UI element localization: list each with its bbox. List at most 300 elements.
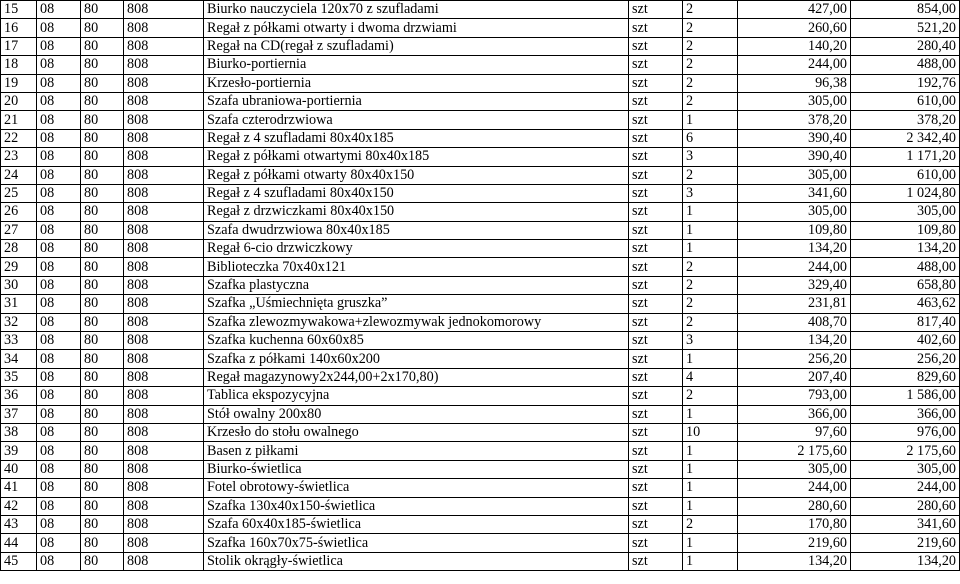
code-b-cell: 80 [81, 74, 124, 92]
unit-cell: szt [629, 332, 683, 350]
code-a-cell: 08 [37, 460, 81, 478]
unit-price-cell: 341,60 [738, 184, 851, 202]
total-value-cell: 1 024,80 [851, 184, 960, 202]
unit-price-cell: 2 175,60 [738, 442, 851, 460]
row-number-cell: 18 [1, 56, 37, 74]
total-value-cell: 256,20 [851, 350, 960, 368]
code-a-cell: 08 [37, 295, 81, 313]
item-name-cell: Stół owalny 200x80 [204, 405, 629, 423]
unit-cell: szt [629, 19, 683, 37]
code-b-cell: 80 [81, 368, 124, 386]
quantity-cell: 2 [683, 387, 738, 405]
code-c-cell: 808 [124, 405, 204, 423]
unit-price-cell: 378,20 [738, 111, 851, 129]
table-row [1, 221, 960, 239]
item-name-cell: Basen z piłkami [204, 442, 629, 460]
code-b-cell: 80 [81, 37, 124, 55]
row-number-cell: 29 [1, 258, 37, 276]
item-name-cell: Biblioteczka 70x40x121 [204, 258, 629, 276]
unit-price-cell: 109,80 [738, 221, 851, 239]
row-number-cell: 16 [1, 19, 37, 37]
unit-cell: szt [629, 56, 683, 74]
code-a-cell: 08 [37, 111, 81, 129]
code-b-cell: 80 [81, 240, 124, 258]
total-value-cell: 402,60 [851, 332, 960, 350]
table-row [1, 368, 960, 386]
code-b-cell: 80 [81, 552, 124, 570]
row-number-cell: 19 [1, 74, 37, 92]
unit-price-cell: 97,60 [738, 423, 851, 441]
code-a-cell: 08 [37, 276, 81, 294]
total-value-cell: 192,76 [851, 74, 960, 92]
row-number-cell: 33 [1, 332, 37, 350]
table-row [1, 19, 960, 37]
unit-cell: szt [629, 368, 683, 386]
item-name-cell: Szafka 160x70x75-świetlica [204, 534, 629, 552]
item-name-cell: Krzesło-portiernia [204, 74, 629, 92]
table-row [1, 129, 960, 147]
unit-cell: szt [629, 240, 683, 258]
table-row [1, 423, 960, 441]
total-value-cell: 305,00 [851, 203, 960, 221]
total-value-cell: 521,20 [851, 19, 960, 37]
code-b-cell: 80 [81, 258, 124, 276]
table-row [1, 240, 960, 258]
code-b-cell: 80 [81, 166, 124, 184]
total-value-cell: 1 171,20 [851, 148, 960, 166]
item-name-cell: Stolik okrągły-świetlica [204, 552, 629, 570]
code-c-cell: 808 [124, 19, 204, 37]
row-number-cell: 32 [1, 313, 37, 331]
total-value-cell: 219,60 [851, 534, 960, 552]
row-number-cell: 41 [1, 479, 37, 497]
quantity-cell: 1 [683, 221, 738, 239]
code-b-cell: 80 [81, 460, 124, 478]
item-name-cell: Regał z półkami otwarty 80x40x150 [204, 166, 629, 184]
unit-price-cell: 134,20 [738, 332, 851, 350]
total-value-cell: 109,80 [851, 221, 960, 239]
code-c-cell: 808 [124, 460, 204, 478]
code-b-cell: 80 [81, 129, 124, 147]
code-c-cell: 808 [124, 221, 204, 239]
code-a-cell: 08 [37, 258, 81, 276]
code-b-cell: 80 [81, 515, 124, 533]
table-row [1, 387, 960, 405]
unit-cell: szt [629, 423, 683, 441]
row-number-cell: 20 [1, 92, 37, 110]
code-c-cell: 808 [124, 1, 204, 19]
unit-cell: szt [629, 129, 683, 147]
total-value-cell: 488,00 [851, 56, 960, 74]
quantity-cell: 2 [683, 166, 738, 184]
unit-cell: szt [629, 515, 683, 533]
row-number-cell: 42 [1, 497, 37, 515]
code-c-cell: 808 [124, 497, 204, 515]
code-c-cell: 808 [124, 37, 204, 55]
table-row [1, 515, 960, 533]
code-a-cell: 08 [37, 74, 81, 92]
table-row [1, 92, 960, 110]
quantity-cell: 1 [683, 534, 738, 552]
quantity-cell: 2 [683, 276, 738, 294]
item-name-cell: Regał z 4 szufladami 80x40x150 [204, 184, 629, 202]
table-row [1, 166, 960, 184]
row-number-cell: 43 [1, 515, 37, 533]
code-c-cell: 808 [124, 313, 204, 331]
code-c-cell: 808 [124, 129, 204, 147]
code-c-cell: 808 [124, 148, 204, 166]
code-b-cell: 80 [81, 479, 124, 497]
table-body [1, 1, 960, 571]
code-a-cell: 08 [37, 405, 81, 423]
code-c-cell: 808 [124, 515, 204, 533]
quantity-cell: 1 [683, 203, 738, 221]
quantity-cell: 3 [683, 148, 738, 166]
total-value-cell: 305,00 [851, 460, 960, 478]
unit-cell: szt [629, 203, 683, 221]
unit-price-cell: 219,60 [738, 534, 851, 552]
total-value-cell: 2 342,40 [851, 129, 960, 147]
quantity-cell: 1 [683, 497, 738, 515]
code-c-cell: 808 [124, 295, 204, 313]
unit-price-cell: 305,00 [738, 460, 851, 478]
total-value-cell: 134,20 [851, 240, 960, 258]
item-name-cell: Szafka kuchenna 60x60x85 [204, 332, 629, 350]
code-a-cell: 08 [37, 221, 81, 239]
unit-price-cell: 408,70 [738, 313, 851, 331]
code-a-cell: 08 [37, 534, 81, 552]
row-number-cell: 23 [1, 148, 37, 166]
quantity-cell: 3 [683, 332, 738, 350]
code-b-cell: 80 [81, 295, 124, 313]
unit-cell: szt [629, 276, 683, 294]
quantity-cell: 2 [683, 74, 738, 92]
unit-price-cell: 134,20 [738, 240, 851, 258]
total-value-cell: 463,62 [851, 295, 960, 313]
unit-cell: szt [629, 184, 683, 202]
code-a-cell: 08 [37, 442, 81, 460]
code-c-cell: 808 [124, 92, 204, 110]
row-number-cell: 28 [1, 240, 37, 258]
unit-cell: szt [629, 497, 683, 515]
item-name-cell: Szafka zlewozmywakowa+zlewozmywak jednokomorowy [204, 313, 629, 331]
quantity-cell: 1 [683, 479, 738, 497]
unit-cell: szt [629, 442, 683, 460]
code-b-cell: 80 [81, 221, 124, 239]
quantity-cell: 2 [683, 1, 738, 19]
item-name-cell: Regał z półkami otwartymi 80x40x185 [204, 148, 629, 166]
unit-price-cell: 170,80 [738, 515, 851, 533]
total-value-cell: 134,20 [851, 552, 960, 570]
total-value-cell: 378,20 [851, 111, 960, 129]
quantity-cell: 2 [683, 92, 738, 110]
code-c-cell: 808 [124, 442, 204, 460]
total-value-cell: 829,60 [851, 368, 960, 386]
item-name-cell: Regał z drzwiczkami 80x40x150 [204, 203, 629, 221]
code-b-cell: 80 [81, 203, 124, 221]
quantity-cell: 1 [683, 240, 738, 258]
unit-price-cell: 305,00 [738, 92, 851, 110]
code-b-cell: 80 [81, 19, 124, 37]
total-value-cell: 366,00 [851, 405, 960, 423]
item-name-cell: Biurko-portiernia [204, 56, 629, 74]
item-name-cell: Szafa ubraniowa-portiernia [204, 92, 629, 110]
row-number-cell: 27 [1, 221, 37, 239]
unit-price-cell: 329,40 [738, 276, 851, 294]
code-c-cell: 808 [124, 240, 204, 258]
row-number-cell: 15 [1, 1, 37, 19]
unit-price-cell: 280,60 [738, 497, 851, 515]
total-value-cell: 658,80 [851, 276, 960, 294]
unit-price-cell: 231,81 [738, 295, 851, 313]
quantity-cell: 1 [683, 350, 738, 368]
unit-cell: szt [629, 37, 683, 55]
code-a-cell: 08 [37, 368, 81, 386]
row-number-cell: 31 [1, 295, 37, 313]
row-number-cell: 25 [1, 184, 37, 202]
unit-cell: szt [629, 166, 683, 184]
code-a-cell: 08 [37, 350, 81, 368]
quantity-cell: 2 [683, 313, 738, 331]
row-number-cell: 17 [1, 37, 37, 55]
unit-price-cell: 793,00 [738, 387, 851, 405]
row-number-cell: 45 [1, 552, 37, 570]
code-a-cell: 08 [37, 423, 81, 441]
quantity-cell: 1 [683, 460, 738, 478]
unit-price-cell: 390,40 [738, 129, 851, 147]
code-b-cell: 80 [81, 276, 124, 294]
code-c-cell: 808 [124, 350, 204, 368]
code-c-cell: 808 [124, 479, 204, 497]
table-row [1, 37, 960, 55]
code-a-cell: 08 [37, 19, 81, 37]
item-name-cell: Szafka 130x40x150-świetlica [204, 497, 629, 515]
unit-cell: szt [629, 405, 683, 423]
item-name-cell: Tablica ekspozycyjna [204, 387, 629, 405]
total-value-cell: 610,00 [851, 92, 960, 110]
quantity-cell: 2 [683, 56, 738, 74]
total-value-cell: 1 586,00 [851, 387, 960, 405]
code-b-cell: 80 [81, 350, 124, 368]
row-number-cell: 24 [1, 166, 37, 184]
item-name-cell: Regał 6-cio drzwiczkowy [204, 240, 629, 258]
code-b-cell: 80 [81, 332, 124, 350]
total-value-cell: 2 175,60 [851, 442, 960, 460]
table-row [1, 258, 960, 276]
table-row [1, 276, 960, 294]
code-a-cell: 08 [37, 332, 81, 350]
item-name-cell: Krzesło do stołu owalnego [204, 423, 629, 441]
unit-cell: szt [629, 313, 683, 331]
item-name-cell: Szafa dwudrzwiowa 80x40x185 [204, 221, 629, 239]
total-value-cell: 341,60 [851, 515, 960, 533]
code-b-cell: 80 [81, 92, 124, 110]
code-c-cell: 808 [124, 423, 204, 441]
code-a-cell: 08 [37, 37, 81, 55]
row-number-cell: 26 [1, 203, 37, 221]
unit-price-cell: 244,00 [738, 56, 851, 74]
unit-price-cell: 134,20 [738, 552, 851, 570]
unit-price-cell: 140,20 [738, 37, 851, 55]
total-value-cell: 280,60 [851, 497, 960, 515]
row-number-cell: 34 [1, 350, 37, 368]
quantity-cell: 4 [683, 368, 738, 386]
unit-price-cell: 96,38 [738, 74, 851, 92]
unit-cell: szt [629, 148, 683, 166]
quantity-cell: 1 [683, 552, 738, 570]
unit-price-cell: 256,20 [738, 350, 851, 368]
code-a-cell: 08 [37, 552, 81, 570]
table-row [1, 313, 960, 331]
table-row [1, 148, 960, 166]
code-b-cell: 80 [81, 497, 124, 515]
code-b-cell: 80 [81, 313, 124, 331]
total-value-cell: 244,00 [851, 479, 960, 497]
code-a-cell: 08 [37, 203, 81, 221]
unit-cell: szt [629, 111, 683, 129]
item-name-cell: Regał z 4 szufladami 80x40x185 [204, 129, 629, 147]
unit-cell: szt [629, 74, 683, 92]
table-row [1, 56, 960, 74]
row-number-cell: 36 [1, 387, 37, 405]
code-c-cell: 808 [124, 111, 204, 129]
item-name-cell: Szafka z półkami 140x60x200 [204, 350, 629, 368]
code-c-cell: 808 [124, 332, 204, 350]
quantity-cell: 3 [683, 184, 738, 202]
unit-price-cell: 244,00 [738, 258, 851, 276]
code-c-cell: 808 [124, 534, 204, 552]
code-a-cell: 08 [37, 240, 81, 258]
item-name-cell: Fotel obrotowy-świetlica [204, 479, 629, 497]
item-name-cell: Regał na CD(regał z szufladami) [204, 37, 629, 55]
code-a-cell: 08 [37, 92, 81, 110]
code-a-cell: 08 [37, 129, 81, 147]
total-value-cell: 488,00 [851, 258, 960, 276]
table-row [1, 479, 960, 497]
unit-cell: szt [629, 258, 683, 276]
quantity-cell: 1 [683, 111, 738, 129]
total-value-cell: 854,00 [851, 1, 960, 19]
code-b-cell: 80 [81, 148, 124, 166]
total-value-cell: 610,00 [851, 166, 960, 184]
row-number-cell: 44 [1, 534, 37, 552]
code-b-cell: 80 [81, 423, 124, 441]
code-a-cell: 08 [37, 166, 81, 184]
code-c-cell: 808 [124, 276, 204, 294]
code-c-cell: 808 [124, 203, 204, 221]
item-name-cell: Szafka plastyczna [204, 276, 629, 294]
code-c-cell: 808 [124, 552, 204, 570]
item-name-cell: Szafka „Uśmiechnięta gruszka” [204, 295, 629, 313]
unit-price-cell: 427,00 [738, 1, 851, 19]
code-b-cell: 80 [81, 442, 124, 460]
code-a-cell: 08 [37, 56, 81, 74]
code-b-cell: 80 [81, 405, 124, 423]
table-row [1, 184, 960, 202]
quantity-cell: 10 [683, 423, 738, 441]
unit-price-cell: 390,40 [738, 148, 851, 166]
quantity-cell: 2 [683, 37, 738, 55]
code-a-cell: 08 [37, 515, 81, 533]
code-a-cell: 08 [37, 313, 81, 331]
row-number-cell: 35 [1, 368, 37, 386]
table-row [1, 442, 960, 460]
quantity-cell: 6 [683, 129, 738, 147]
unit-cell: szt [629, 460, 683, 478]
code-c-cell: 808 [124, 56, 204, 74]
table-row [1, 111, 960, 129]
code-b-cell: 80 [81, 387, 124, 405]
unit-price-cell: 366,00 [738, 405, 851, 423]
quantity-cell: 2 [683, 295, 738, 313]
unit-cell: szt [629, 221, 683, 239]
table-row [1, 74, 960, 92]
unit-cell: szt [629, 295, 683, 313]
code-a-cell: 08 [37, 1, 81, 19]
row-number-cell: 21 [1, 111, 37, 129]
unit-cell: szt [629, 1, 683, 19]
code-b-cell: 80 [81, 56, 124, 74]
quantity-cell: 2 [683, 258, 738, 276]
code-a-cell: 08 [37, 387, 81, 405]
code-a-cell: 08 [37, 497, 81, 515]
total-value-cell: 976,00 [851, 423, 960, 441]
unit-cell: szt [629, 92, 683, 110]
row-number-cell: 40 [1, 460, 37, 478]
unit-cell: szt [629, 534, 683, 552]
unit-price-cell: 305,00 [738, 203, 851, 221]
code-a-cell: 08 [37, 184, 81, 202]
unit-price-cell: 305,00 [738, 166, 851, 184]
unit-price-cell: 244,00 [738, 479, 851, 497]
table-row [1, 332, 960, 350]
table-row [1, 534, 960, 552]
row-number-cell: 30 [1, 276, 37, 294]
item-name-cell: Regał magazynowy2x244,00+2x170,80) [204, 368, 629, 386]
row-number-cell: 37 [1, 405, 37, 423]
quantity-cell: 1 [683, 442, 738, 460]
item-name-cell: Szafa 60x40x185-świetlica [204, 515, 629, 533]
quantity-cell: 2 [683, 515, 738, 533]
code-c-cell: 808 [124, 166, 204, 184]
row-number-cell: 38 [1, 423, 37, 441]
code-c-cell: 808 [124, 258, 204, 276]
table-row [1, 460, 960, 478]
row-number-cell: 39 [1, 442, 37, 460]
code-c-cell: 808 [124, 74, 204, 92]
table-row [1, 497, 960, 515]
table-row [1, 1, 960, 19]
item-name-cell: Szafa czterodrzwiowa [204, 111, 629, 129]
code-a-cell: 08 [37, 479, 81, 497]
code-b-cell: 80 [81, 184, 124, 202]
item-name-cell: Biurko nauczyciela 120x70 z szufladami [204, 1, 629, 19]
total-value-cell: 280,40 [851, 37, 960, 55]
unit-cell: szt [629, 479, 683, 497]
table-row [1, 552, 960, 570]
unit-cell: szt [629, 387, 683, 405]
code-b-cell: 80 [81, 534, 124, 552]
row-number-cell: 22 [1, 129, 37, 147]
code-b-cell: 80 [81, 111, 124, 129]
unit-cell: szt [629, 552, 683, 570]
unit-price-cell: 260,60 [738, 19, 851, 37]
item-name-cell: Biurko-świetlica [204, 460, 629, 478]
code-c-cell: 808 [124, 184, 204, 202]
quantity-cell: 1 [683, 405, 738, 423]
quantity-cell: 2 [683, 19, 738, 37]
item-name-cell: Regał z półkami otwarty i dwoma drzwiami [204, 19, 629, 37]
